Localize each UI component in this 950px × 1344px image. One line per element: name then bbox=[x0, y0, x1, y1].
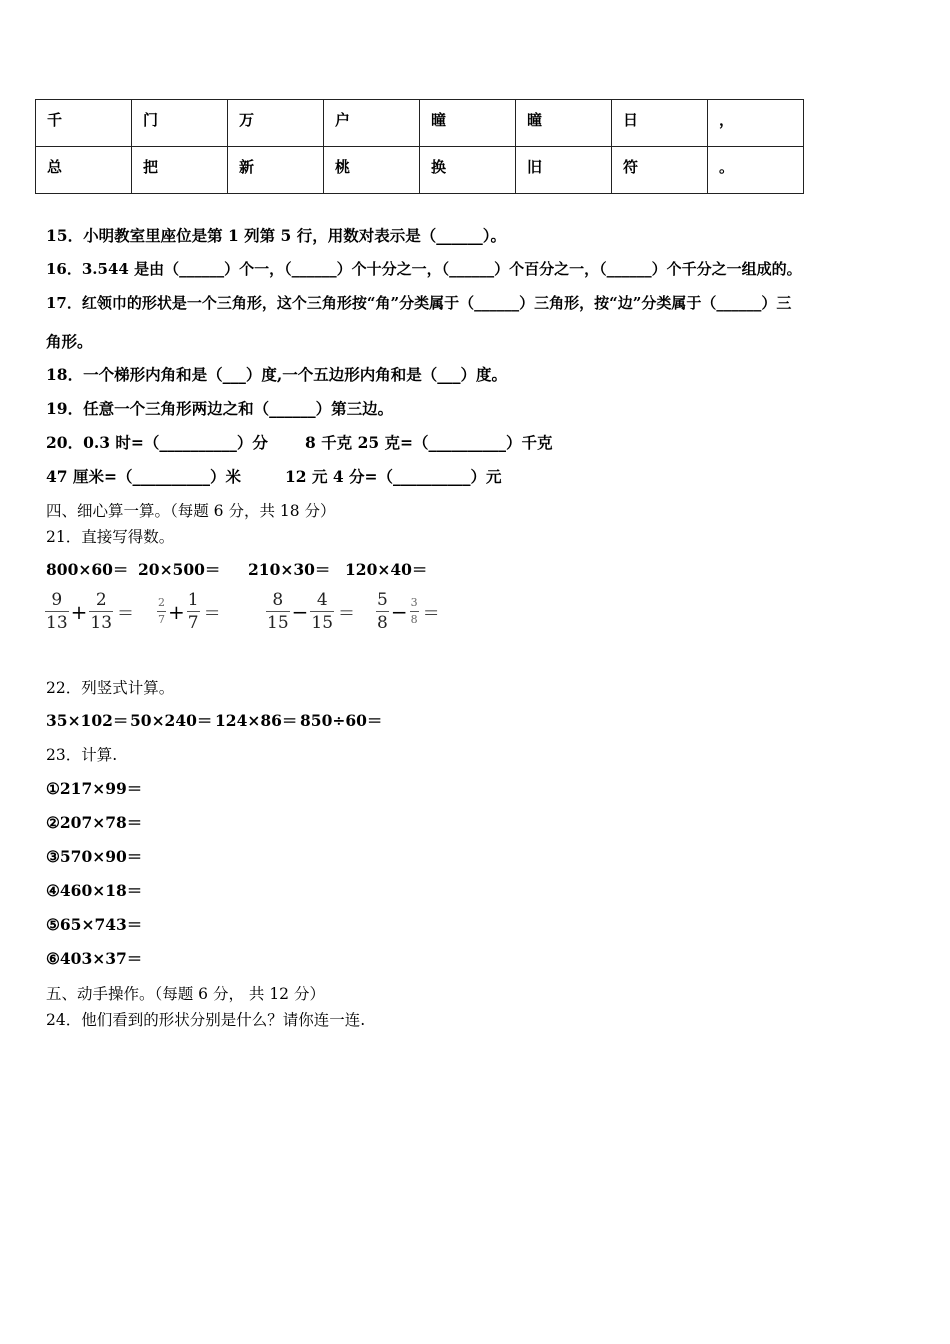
fraction-expression bbox=[45, 590, 134, 633]
q23-item: ③570×90＝ bbox=[46, 847, 143, 866]
equals-sign: ＝ bbox=[422, 604, 440, 624]
operator: + bbox=[70, 599, 88, 624]
q22-item: 50×240＝ bbox=[130, 711, 213, 730]
section-5-title: 五、动手操作。（每题 6 分， 共 12 分） bbox=[46, 985, 325, 1003]
table-cell: 曈 bbox=[516, 100, 612, 147]
equals-sign: ＝ bbox=[117, 604, 135, 624]
section-4-title: 四、细心算一算。（每题 6 分，共 18 分） bbox=[46, 502, 336, 520]
table-cell: 把 bbox=[132, 147, 228, 194]
q23-item: ⑤65×743＝ bbox=[46, 915, 143, 934]
fraction: $\frac{1}{7}$ bbox=[187, 590, 199, 633]
question-15: 15．小明教室里座位是第 1 列第 5 行，用数对表示是（______）。 bbox=[46, 226, 506, 245]
table-cell: 曈 bbox=[420, 100, 516, 147]
table-cell: 万 bbox=[228, 100, 324, 147]
fraction: $\frac{2}{13}$ bbox=[90, 590, 113, 633]
fraction-expression bbox=[157, 590, 221, 633]
fraction-expression bbox=[266, 590, 355, 633]
table-cell: 总 bbox=[36, 147, 132, 194]
table-cell: 桃 bbox=[324, 147, 420, 194]
fraction: $\frac{2}{7}$ bbox=[158, 596, 165, 626]
fraction-expression bbox=[376, 590, 440, 633]
fraction: $\frac{3}{8}$ bbox=[410, 596, 418, 626]
poem-table bbox=[35, 99, 804, 194]
table-row bbox=[36, 147, 804, 194]
fraction: $\frac{9}{13}$ bbox=[46, 590, 68, 633]
question-23: 23．计算. bbox=[46, 746, 118, 764]
operator: − bbox=[291, 599, 309, 624]
table-cell: 。 bbox=[708, 147, 804, 194]
q21-item: 120×40＝ bbox=[345, 560, 428, 579]
question-18: 18．一个梯形内角和是（___）度,一个五边形内角和是（___）度。 bbox=[46, 365, 507, 384]
fraction: $\frac{8}{15}$ bbox=[267, 590, 289, 633]
operator: − bbox=[390, 599, 408, 624]
question-16: 16．3.544 是由（______）个一，（______）个十分之一，（______）个百分之一，（______）个千分之一组成的。 bbox=[46, 260, 802, 278]
table-cell: 换 bbox=[420, 147, 516, 194]
fraction: $\frac{5}{8}$ bbox=[377, 590, 388, 633]
q21-item: 210×30＝ bbox=[248, 560, 331, 579]
q23-item: ②207×78＝ bbox=[46, 813, 143, 832]
q21-item: 20×500＝ bbox=[138, 560, 221, 579]
question-19: 19．任意一个三角形两边之和（______）第三边。 bbox=[46, 399, 394, 418]
table-cell: 新 bbox=[228, 147, 324, 194]
operator: + bbox=[168, 599, 185, 624]
question-21: 21．直接写得数。 bbox=[46, 528, 175, 546]
table-cell: 户 bbox=[324, 100, 420, 147]
question-20b: 8 千克 25 克=（__________）千克 bbox=[305, 433, 553, 452]
q22-item: 124×86＝ bbox=[215, 711, 298, 730]
question-20c: 47 厘米=（__________）米 bbox=[46, 467, 241, 486]
table-row bbox=[36, 100, 804, 147]
table-cell: 千 bbox=[36, 100, 132, 147]
table-cell: 日 bbox=[612, 100, 708, 147]
fraction: $\frac{4}{15}$ bbox=[311, 590, 334, 633]
question-17-line1: 17．红领巾的形状是一个三角形，这个三角形按“角”分类属于（______）三角形，按“边”分类属于（______）三 bbox=[46, 294, 792, 312]
q23-item: ①217×99＝ bbox=[46, 779, 143, 798]
table-cell: 门 bbox=[132, 100, 228, 147]
question-24: 24．他们看到的形状分别是什么？请你连一连. bbox=[46, 1011, 366, 1029]
table-cell: ， bbox=[708, 100, 804, 147]
q21-item: 800×60＝ bbox=[46, 560, 129, 579]
q22-item: 35×102＝ bbox=[46, 711, 129, 730]
table-cell: 旧 bbox=[516, 147, 612, 194]
q23-item: ④460×18＝ bbox=[46, 881, 143, 900]
question-20a: 20．0.3 时=（__________）分 bbox=[46, 433, 268, 452]
table-cell: 符 bbox=[612, 147, 708, 194]
question-20d: 12 元 4 分=（__________）元 bbox=[285, 467, 502, 486]
equals-sign: ＝ bbox=[203, 604, 221, 624]
question-22: 22．列竖式计算。 bbox=[46, 679, 175, 697]
q23-item: ⑥403×37＝ bbox=[46, 949, 143, 968]
question-17-line2: 角形。 bbox=[46, 332, 93, 351]
equals-sign: ＝ bbox=[338, 604, 356, 624]
q22-item: 850÷60＝ bbox=[300, 711, 383, 730]
